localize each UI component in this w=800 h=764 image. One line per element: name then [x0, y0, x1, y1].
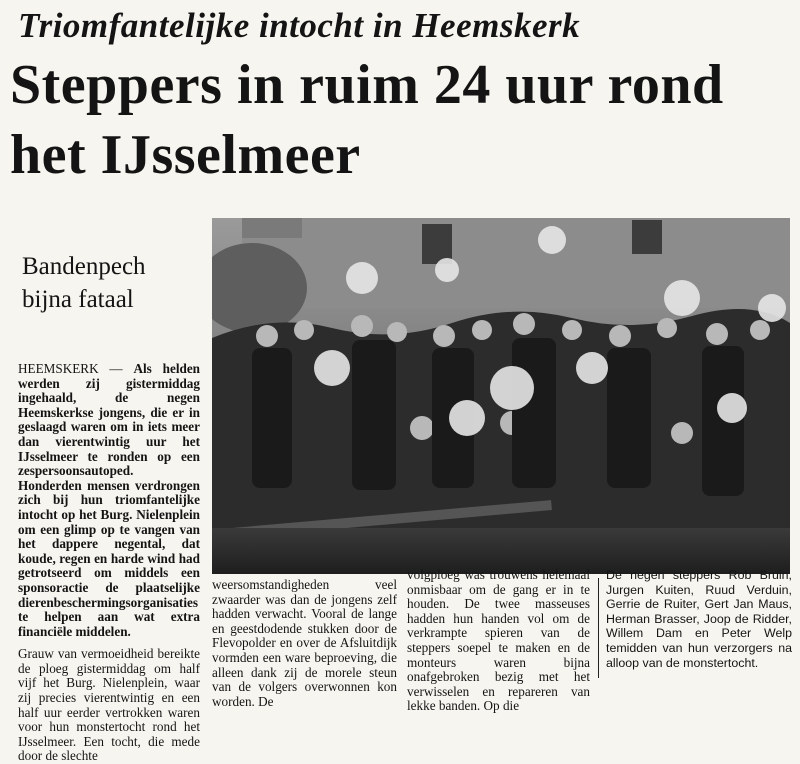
crowd-photo-illustration [212, 218, 790, 574]
article-column-1 [18, 362, 200, 764]
news-photo [212, 218, 790, 574]
article-kicker: Triomfantelijke intocht in Heemskerk [18, 6, 581, 45]
column-divider [598, 578, 599, 678]
body-paragraph-3: weersomstandigheden veel zwaarder was dan de jongens zelf hadden verwacht. Vooral de lange en geestdodende stukken door de Flevopolder en over de Afsluitdijk vormden een ware beproeving, die alleen dank zij de morele steun van de volgers overwonnen kon worden. De [212, 577, 397, 709]
article-headline [10, 50, 800, 190]
lead-text: Als helden werden zij gistermiddag ingehaald, de negen Heemskerkse jongens, die er in geslaagd waren om in iets meer dan vierentwintig uur het IJsselmeer te ronden op een zespersoonsautoped. Honderden mensen verdrongen zich bij hun triomfantelijke intocht op het Burg. Nielenplein om een glimp op te vangen van het dappere negental, dat koude, regen en harde wind had getrotseerd om middels een sponsoractie de plaatselijke dierenbeschermingsorganisaties te helpen aan wat extra financiële middelen. [18, 361, 201, 639]
article-subhead [22, 250, 192, 316]
article-column-3 [407, 568, 590, 714]
body-paragraph-2: Grauw van vermoeidheid bereikte de ploeg gistermiddag om half vijf het Burg. Nielenplein, waar zij precies vierentwintig en een half uur eerder vertrokken waren voor hun monstertocht rond het IJsselmeer. Een tocht, die mede door de slechte [18, 646, 200, 764]
photo-caption: De negen steppers Rob Bruin, Jurgen Kuiten, Ruud Verduin, Gerrie de Ruiter, Gert Jan Maus, Herman Brasser, Joop de Ridder, Willem Dam en Peter Welp temidden van hun verzorgers na alloop van de monstertocht. [606, 568, 792, 670]
dateline: HEEMSKERK — [18, 361, 123, 376]
lead-paragraph [18, 362, 200, 639]
body-paragraph-4: volgploeg was trouwens helemaal onmisbaar om de gang er in te houden. De twee masseuses hadden hun handen vol om de verkrampte spieren van de steppers soepel te maken en de monteurs waren bijna onafgebroken bezig met het verwisselen en repareren van lekke banden. Op die [407, 567, 590, 714]
subhead-text: Bandenpech bijna fataal [22, 253, 146, 313]
article-column-2 [212, 578, 397, 709]
headline-text: Steppers in ruim 24 uur rond het IJsselmeer [10, 54, 724, 186]
